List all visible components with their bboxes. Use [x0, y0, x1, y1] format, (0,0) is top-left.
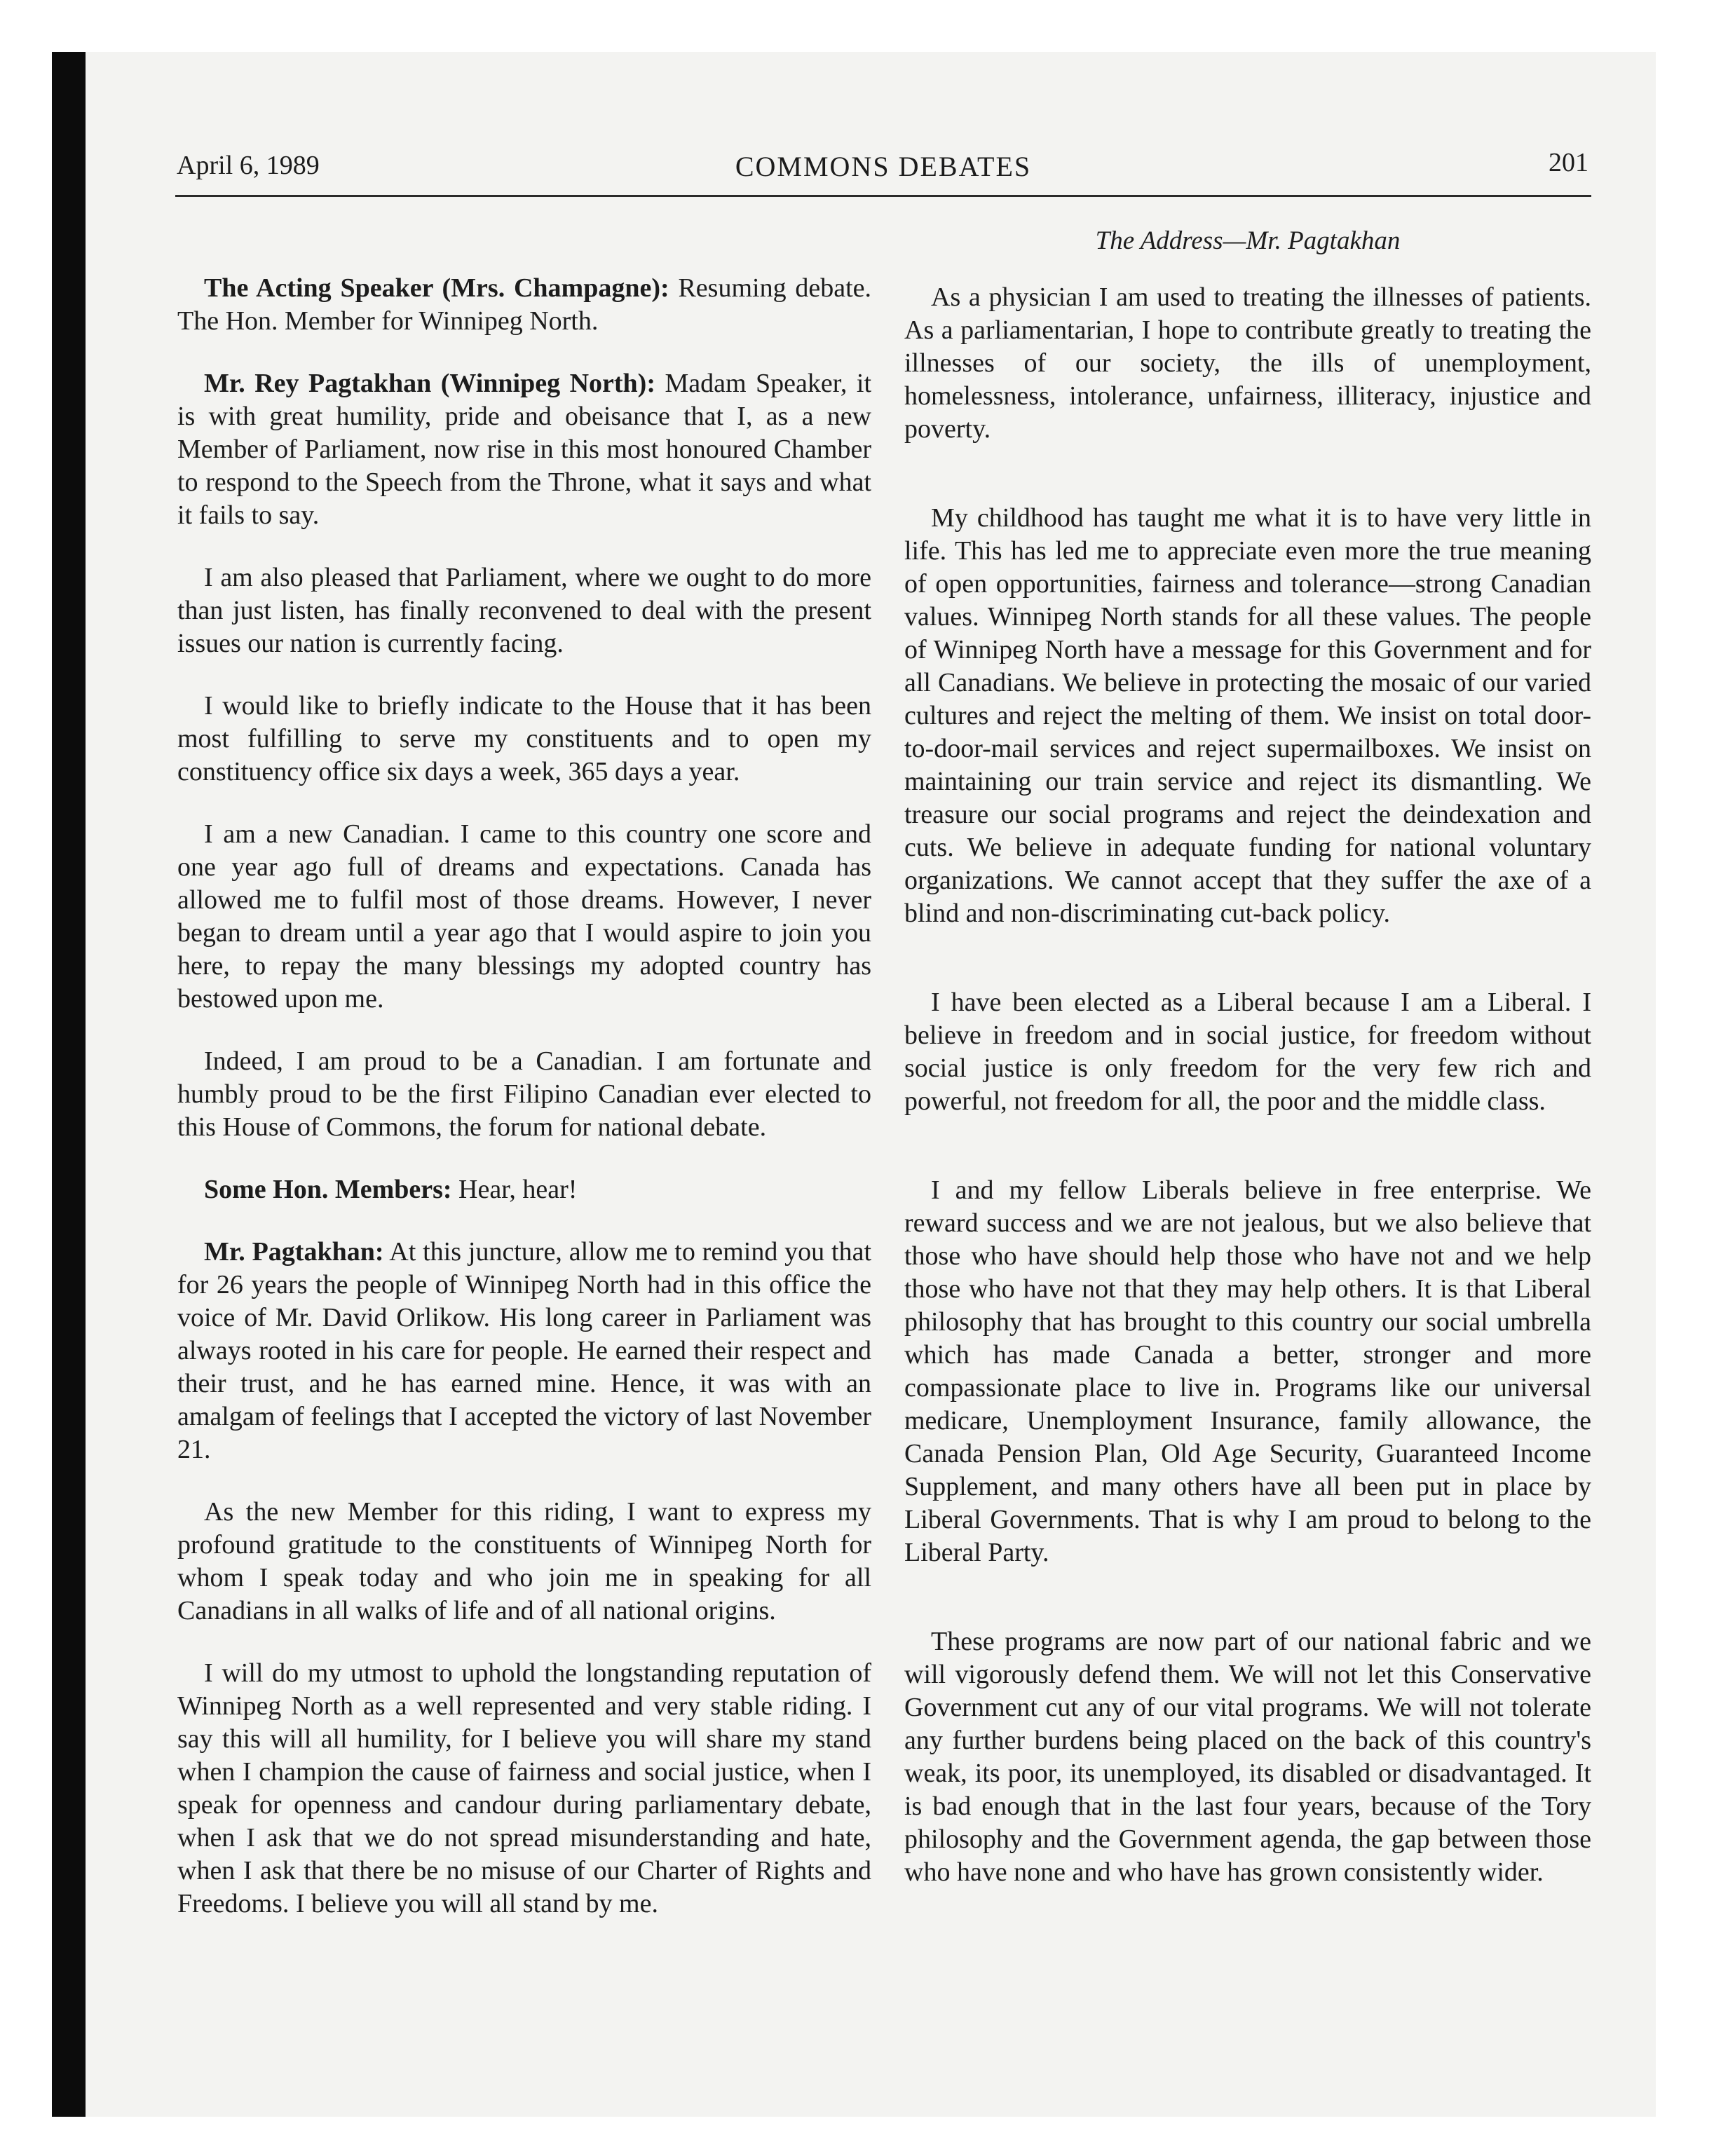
paragraph: As a physician I am used to treating the illnesses of patients. As a parliamentarian, I hope to contribute greatly to treating the illnesses of our society, the ills of unemployment, homelessness, intolerance, unfairness, illiteracy, injustice and poverty.	[904, 282, 1591, 444]
speaker-name: The Acting Speaker (Mrs. Champagne):	[204, 273, 669, 303]
right-column	[904, 224, 1591, 1945]
header-publication: COMMONS DEBATES	[735, 151, 1032, 182]
paragraph: I will do my utmost to uphold the longstanding reputation of Winnipeg North as a well represented and very stable riding. I say this will all humility, for I believe you will share my stand when I champion the cause of fairness and social justice, when I speak for openness and candour during parliamentary debate, when I ask that we do not spread misunderstanding and hate, when I ask that there be no misuse of our Charter of Rights and Freedoms. I believe you will all stand by me.	[177, 1658, 871, 1918]
paragraph: These programs are now part of our national fabric and we will vigorously defend them. We will not let this Conservative Government cut any of our vital programs. We will not tolerate any further burdens being placed on the back of this country's weak, its poor, its unemployed, its disabled or disadvantaged. It is bad enough that in the last four years, because of the Tory philosophy and the Government agenda, the gap between those who have none and who have has grown consistently wider.	[904, 1627, 1591, 1887]
paragraph-text: At this juncture, allow me to remind you that for 26 years the people of Winnipeg North had in this office the voice of Mr. David Orlikow. His long career in Parliament was always rooted in his care for people. He earned their respect and their trust, and he has earned mine. Hence, it was with an amalgam of feelings that I accepted the victory of last November 21.	[177, 1237, 871, 1464]
paragraph	[177, 367, 871, 532]
paragraph	[177, 1236, 871, 1466]
paragraph-text: Resuming debate. The Hon. Member for Winnipeg North.	[177, 273, 871, 336]
paragraph: As the new Member for this riding, I want to express my profound gratitude to the constituents of Winnipeg North for whom I speak today and who join me in speaking for all Canadians in all walks of life and of all national origins.	[177, 1497, 871, 1625]
running-head	[175, 146, 1591, 197]
paragraph-text: Hear, hear!	[458, 1175, 578, 1204]
speaker-name: Mr. Rey Pagtakhan (Winnipeg North):	[204, 369, 655, 398]
paragraph: My childhood has taught me what it is to have very little in life. This has led me to appreciate even more the true meaning of open opportunities, fairness and tolerance—strong Canadian values. Winnipeg North stands for all these values. The people of Winnipeg North have a message for this Government and for all Canadians. We believe in protecting the mosaic of our varied cultures and reject the melting of them. We insist on total door-to-door-mail services and reject supermailboxes. We insist on maintaining our train service and reject its dismantling. We treasure our social programs and reject the deindexation and cuts. We believe in adequate funding for national voluntary organizations. We cannot accept that they suffer the axe of a blind and non-discriminating cut-back policy.	[904, 503, 1591, 928]
paragraph: I and my fellow Liberals believe in free enterprise. We reward success and we are not jealous, but we also believe that those who have should help those who have not and we help those who have not that they may help others. It is that Liberal philosophy that has brought to this country our social umbrella which has made Canada a better, stronger and more compassionate place to live in. Programs like our universal medicare, Unemployment Insurance, family allowance, the Canada Pension Plan, Old Age Security, Guaranteed Income Supplement, and many others have all been put in place by Liberal Governments. That is why I am proud to belong to the Liberal Party.	[904, 1175, 1591, 1567]
paragraph: I would like to briefly indicate to the House that it has been most fulfilling to serve my constituents and to open my constituency office six days a week, 365 days a year.	[177, 691, 871, 786]
scan-binding-edge	[52, 52, 86, 2117]
paragraph	[177, 272, 871, 338]
paragraph	[177, 1173, 871, 1206]
paragraph-text: Madam Speaker, it is with great humility, pride and obeisance that I, as a new Member of Parliament, now rise in this most honoured Chamber to respond to the Speech from the Throne, what it says and what it fails to say.	[177, 369, 872, 530]
speaker-name: Mr. Pagtakhan:	[204, 1237, 384, 1267]
paragraph: Indeed, I am proud to be a Canadian. I am fortunate and humbly proud to be the first Filipino Canadian ever elected to this House of Commons, the forum for national debate.	[177, 1046, 871, 1142]
left-column	[177, 272, 871, 1950]
header-page-number: 201	[1549, 148, 1588, 177]
paragraph: I am also pleased that Parliament, where we ought to do more than just listen, has finally reconvened to deal with the present issues our nation is currently facing.	[177, 563, 871, 658]
section-heading: The Address—Mr. Pagtakhan	[1095, 226, 1401, 255]
paragraph: I have been elected as a Liberal because I am a Liberal. I believe in freedom and in social justice, for freedom without social justice is only freedom for the very few rich and powerful, not freedom for all, the poor and the middle class.	[904, 988, 1591, 1116]
header-date: April 6, 1989	[177, 151, 320, 180]
paragraph: I am a new Canadian. I came to this country one score and one year ago full of dreams and expectations. Canada has allowed me to fulfil most of those dreams. However, I never began to dream until a year ago that I would aspire to join you here, to repay the many blessings my adopted country has bestowed upon me.	[177, 819, 871, 1014]
speaker-name: Some Hon. Members:	[204, 1175, 452, 1204]
